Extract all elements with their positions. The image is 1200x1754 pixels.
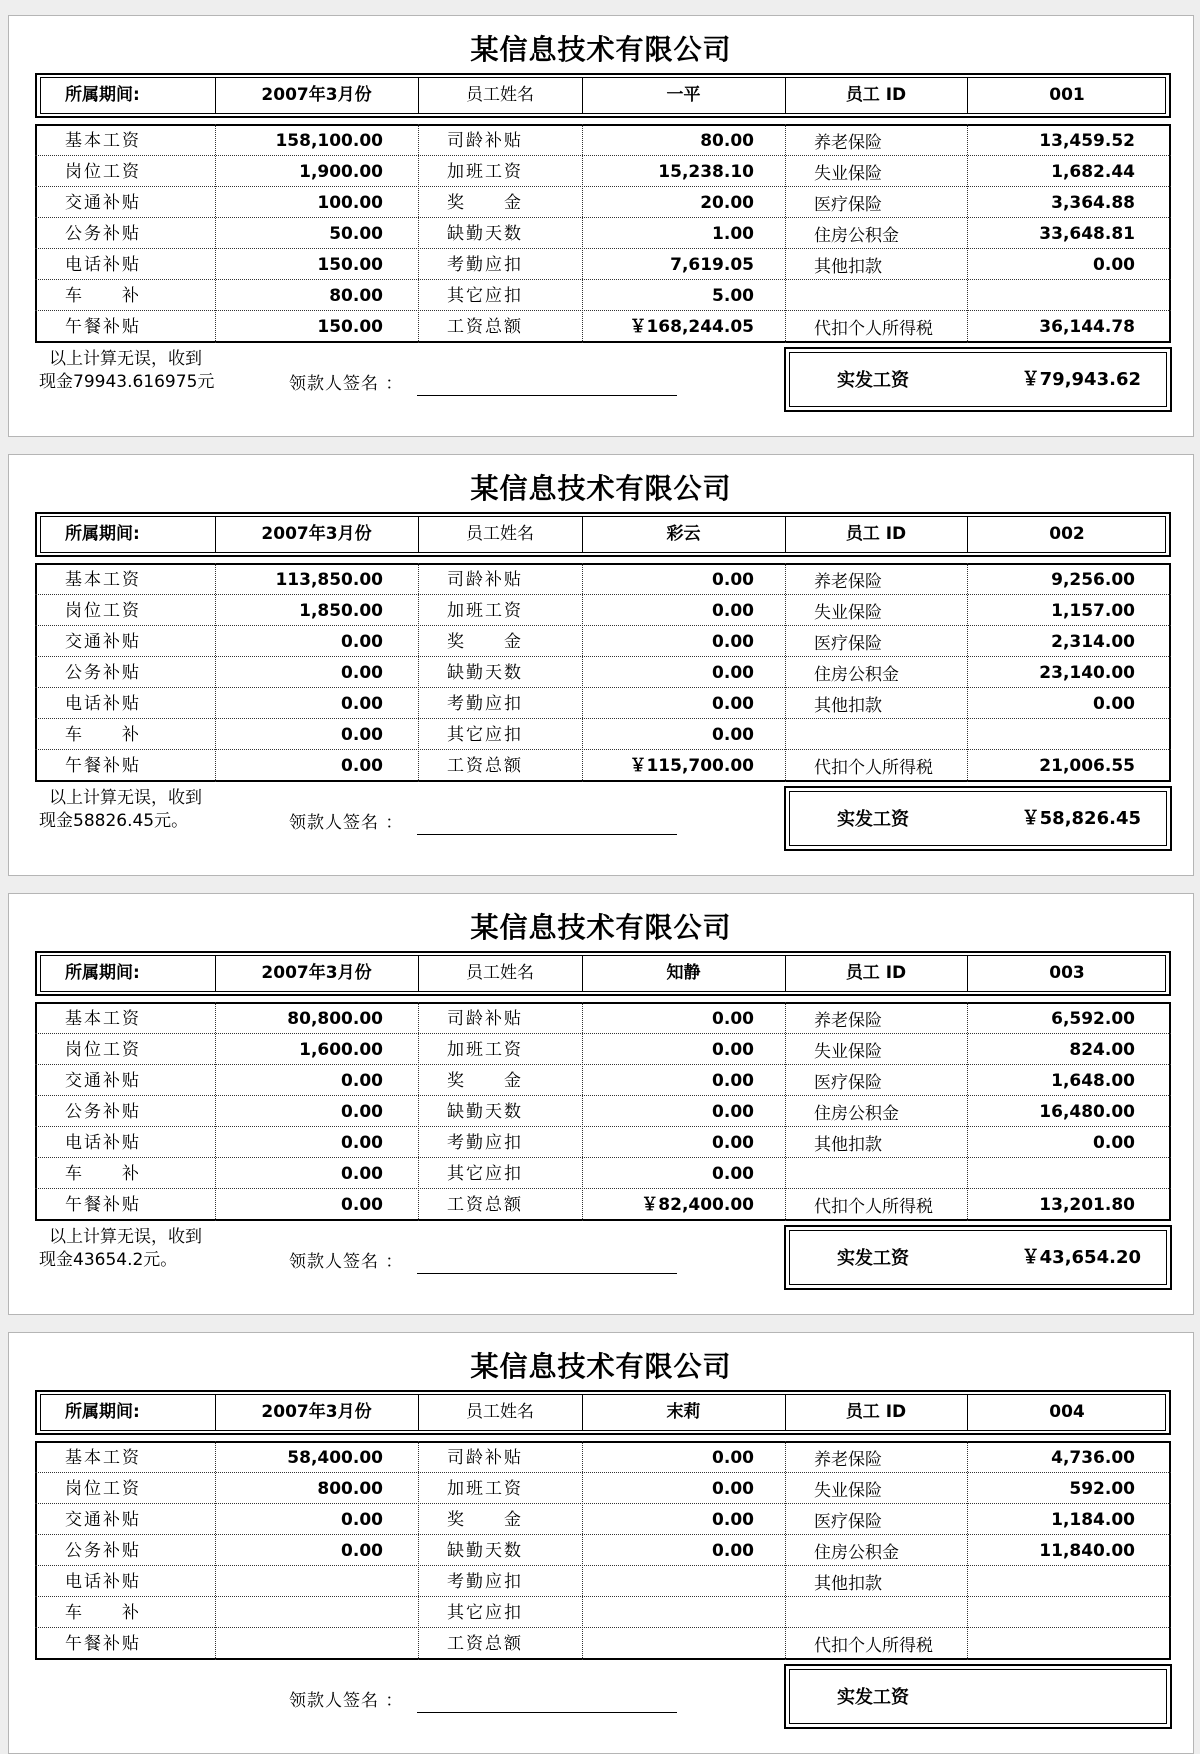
item-label: 基本工资 (65, 131, 141, 151)
item-value: 0.00 (712, 1133, 754, 1153)
period-label: 所属期间: (65, 524, 140, 544)
period-value: 2007年3月份 (261, 524, 372, 544)
item-value: 0.00 (712, 1009, 754, 1029)
employee-name-label: 员工姓名 (466, 1402, 534, 1422)
item-value (967, 281, 1135, 312)
item-label: 缺勤天数 (447, 224, 523, 244)
period-label: 所属期间: (65, 963, 140, 983)
employee-id-label: 员工 ID (845, 85, 907, 105)
item-value: 0.00 (341, 1510, 383, 1530)
item-value: 50.00 (329, 224, 383, 244)
signature-label: 领款人签名 ： (289, 1691, 404, 1711)
item-value: 0.00 (712, 1448, 754, 1468)
item-value (215, 1567, 383, 1598)
employee-name-value: 末莉 (666, 1402, 701, 1422)
item-label: 奖 金 (447, 632, 523, 652)
confirmation-note (39, 348, 219, 394)
item-label: 加班工资 (447, 601, 523, 621)
item-value: 5.00 (712, 286, 754, 306)
item-label: 工资总额 (447, 756, 523, 776)
employee-id-value: 001 (1049, 85, 1085, 105)
payslip (8, 1332, 1194, 1754)
item-value: 100.00 (317, 193, 383, 213)
item-label: 失业保险 (814, 164, 882, 184)
item-value: 11,840.00 (1039, 1541, 1135, 1561)
item-value: 0.00 (712, 632, 754, 652)
item-label: 其它应扣 (447, 1603, 523, 1623)
item-label: 工资总额 (447, 1634, 523, 1654)
item-value: 0.00 (341, 1071, 383, 1091)
item-value: 113,850.00 (275, 570, 383, 590)
item-value (215, 1629, 383, 1660)
signature-label: 领款人签名 ： (289, 813, 404, 833)
item-value: 0.00 (712, 1164, 754, 1184)
signature-line[interactable] (417, 1273, 677, 1274)
item-value: 16,480.00 (1039, 1102, 1135, 1122)
net-pay-value: ￥58,826.45 (1021, 808, 1141, 829)
item-label: 工资总额 (447, 317, 523, 337)
item-label: 车 补 (65, 1164, 141, 1184)
net-pay-value: ￥79,943.62 (1021, 369, 1141, 390)
item-value: 1,184.00 (1051, 1510, 1135, 1530)
payslip (8, 893, 1194, 1315)
item-value: 36,144.78 (1039, 317, 1135, 337)
item-label: 午餐补贴 (65, 317, 141, 337)
signature-line[interactable] (417, 1712, 677, 1713)
item-label: 加班工资 (447, 162, 523, 182)
item-label: 其它应扣 (447, 725, 523, 745)
item-value: 13,459.52 (1039, 131, 1135, 151)
item-value: 0.00 (341, 1195, 383, 1215)
period-value: 2007年3月份 (261, 1402, 372, 1422)
item-label: 其他扣款 (814, 1574, 882, 1594)
item-value: 0.00 (712, 570, 754, 590)
item-label: 医疗保险 (814, 1073, 882, 1093)
item-label: 其它应扣 (447, 1164, 523, 1184)
item-label: 养老保险 (814, 572, 882, 592)
item-value: 0.00 (341, 1133, 383, 1153)
period-label: 所属期间: (65, 85, 140, 105)
item-label: 电话补贴 (65, 1133, 141, 1153)
item-label: 失业保险 (814, 603, 882, 623)
item-label: 缺勤天数 (447, 663, 523, 683)
employee-id-value: 004 (1049, 1402, 1085, 1422)
item-label: 公务补贴 (65, 224, 141, 244)
item-label: 其他扣款 (814, 257, 882, 277)
company-title: 某信息技术有限公司 (470, 911, 732, 944)
item-label: 午餐补贴 (65, 756, 141, 776)
item-label: 考勤应扣 (447, 1133, 523, 1153)
item-label: 交通补贴 (65, 1510, 141, 1530)
item-value: 0.00 (341, 725, 383, 745)
item-label: 基本工资 (65, 1009, 141, 1029)
item-label: 考勤应扣 (447, 1572, 523, 1592)
item-value (967, 1598, 1135, 1629)
item-label: 医疗保险 (814, 634, 882, 654)
confirmation-note (39, 1226, 219, 1272)
item-label: 交通补贴 (65, 193, 141, 213)
item-value: 21,006.55 (1039, 756, 1135, 776)
net-pay-label: 实发工资 (837, 1248, 909, 1269)
employee-name-value: 彩云 (666, 524, 701, 544)
item-value: 800.00 (317, 1479, 383, 1499)
item-label: 代扣个人所得税 (814, 758, 933, 778)
item-value: 13,201.80 (1039, 1195, 1135, 1215)
item-value: 1,850.00 (299, 601, 383, 621)
item-label: 车 补 (65, 286, 141, 306)
item-label: 电话补贴 (65, 694, 141, 714)
note-line: 现金58826.45元。 (39, 811, 189, 831)
item-label: 失业保险 (814, 1042, 882, 1062)
item-value: 0.00 (712, 663, 754, 683)
note-line: 以上计算无误，收到 (49, 349, 202, 369)
item-label: 考勤应扣 (447, 255, 523, 275)
item-label: 车 补 (65, 725, 141, 745)
item-value (967, 1567, 1135, 1598)
item-value: 0.00 (712, 601, 754, 621)
item-value (582, 1598, 754, 1629)
employee-name-value: 一平 (666, 85, 701, 105)
item-value: 0.00 (712, 1040, 754, 1060)
item-value: 0.00 (341, 694, 383, 714)
employee-name-value: 知静 (666, 963, 701, 983)
item-label: 其他扣款 (814, 696, 882, 716)
note-line: 现金43654.2元。 (39, 1250, 178, 1270)
item-value: 824.00 (1069, 1040, 1135, 1060)
net-pay-label: 实发工资 (837, 370, 909, 391)
item-value: 1,600.00 (299, 1040, 383, 1060)
item-label: 司龄补贴 (447, 1009, 523, 1029)
item-label: 基本工资 (65, 570, 141, 590)
item-label: 公务补贴 (65, 1102, 141, 1122)
note-line: 现金79943.616975元 (39, 372, 215, 392)
item-value (582, 1629, 754, 1660)
item-value (967, 720, 1135, 751)
item-label: 岗位工资 (65, 1479, 141, 1499)
item-label: 缺勤天数 (447, 1541, 523, 1561)
item-label: 岗位工资 (65, 601, 141, 621)
item-label: 住房公积金 (814, 226, 899, 246)
item-label: 车 补 (65, 1603, 141, 1623)
item-value: 33,648.81 (1039, 224, 1135, 244)
employee-id-label: 员工 ID (845, 1402, 907, 1422)
item-value: 0.00 (341, 756, 383, 776)
company-title: 某信息技术有限公司 (470, 1350, 732, 1383)
item-label: 司龄补贴 (447, 1448, 523, 1468)
item-label: 住房公积金 (814, 1104, 899, 1124)
signature-label: 领款人签名 ： (289, 374, 404, 394)
item-label: 其他扣款 (814, 1135, 882, 1155)
item-label: 住房公积金 (814, 1543, 899, 1563)
item-label: 公务补贴 (65, 1541, 141, 1561)
item-label: 考勤应扣 (447, 694, 523, 714)
item-label: 医疗保险 (814, 195, 882, 215)
item-label: 加班工资 (447, 1479, 523, 1499)
item-label: 交通补贴 (65, 632, 141, 652)
item-label: 司龄补贴 (447, 570, 523, 590)
period-value: 2007年3月份 (261, 963, 372, 983)
item-value: 9,256.00 (1051, 570, 1135, 590)
item-label: 午餐补贴 (65, 1195, 141, 1215)
net-pay-value: ￥43,654.20 (1021, 1247, 1141, 1268)
item-label: 交通补贴 (65, 1071, 141, 1091)
note-line: 以上计算无误，收到 (49, 1227, 202, 1247)
item-label: 代扣个人所得税 (814, 319, 933, 339)
item-value: 0.00 (712, 725, 754, 745)
item-value: 80.00 (700, 131, 754, 151)
item-value: 2,314.00 (1051, 632, 1135, 652)
item-label: 工资总额 (447, 1195, 523, 1215)
item-value (582, 1567, 754, 1598)
item-label: 代扣个人所得税 (814, 1197, 933, 1217)
item-value: 0.00 (712, 694, 754, 714)
item-label: 缺勤天数 (447, 1102, 523, 1122)
item-label: 奖 金 (447, 1071, 523, 1091)
item-value: 0.00 (341, 1164, 383, 1184)
note-line: 以上计算无误，收到 (49, 788, 202, 808)
period-value: 2007年3月份 (261, 85, 372, 105)
item-value: 1,682.44 (1051, 162, 1135, 182)
item-label: 养老保险 (814, 133, 882, 153)
employee-name-label: 员工姓名 (466, 85, 534, 105)
item-value: 3,364.88 (1051, 193, 1135, 213)
item-value: 80.00 (329, 286, 383, 306)
item-value: 1,648.00 (1051, 1071, 1135, 1091)
item-value: 150.00 (317, 255, 383, 275)
item-label: 基本工资 (65, 1448, 141, 1468)
item-label: 住房公积金 (814, 665, 899, 685)
item-value: 1.00 (712, 224, 754, 244)
payslip (8, 454, 1194, 876)
item-value: 0.00 (1093, 255, 1135, 275)
employee-id-value: 003 (1049, 963, 1085, 983)
item-value: 0.00 (1093, 694, 1135, 714)
item-value: 58,400.00 (287, 1448, 383, 1468)
employee-name-label: 员工姓名 (466, 963, 534, 983)
item-label: 电话补贴 (65, 255, 141, 275)
signature-label: 领款人签名 ： (289, 1252, 404, 1272)
net-pay-label: 实发工资 (837, 809, 909, 830)
item-value: ￥168,244.05 (629, 317, 754, 337)
company-title: 某信息技术有限公司 (470, 33, 732, 66)
item-value: 0.00 (712, 1102, 754, 1122)
item-value (215, 1598, 383, 1629)
item-value: 158,100.00 (275, 131, 383, 151)
item-label: 失业保险 (814, 1481, 882, 1501)
item-value: 1,157.00 (1051, 601, 1135, 621)
item-value: 0.00 (341, 1541, 383, 1561)
payslip (8, 15, 1194, 437)
item-value: ￥115,700.00 (629, 756, 754, 776)
item-label: 司龄补贴 (447, 131, 523, 151)
item-value: 1,900.00 (299, 162, 383, 182)
item-value: 592.00 (1069, 1479, 1135, 1499)
item-value: 150.00 (317, 317, 383, 337)
item-value: 0.00 (712, 1510, 754, 1530)
item-label: 公务补贴 (65, 663, 141, 683)
item-value: 23,140.00 (1039, 663, 1135, 683)
item-value: 6,592.00 (1051, 1009, 1135, 1029)
item-value: 0.00 (341, 663, 383, 683)
item-value: 0.00 (341, 632, 383, 652)
company-title: 某信息技术有限公司 (470, 472, 732, 505)
item-label: 医疗保险 (814, 1512, 882, 1532)
item-value (967, 1159, 1135, 1190)
confirmation-note (39, 787, 219, 833)
item-value: 0.00 (341, 1102, 383, 1122)
item-value: 80,800.00 (287, 1009, 383, 1029)
item-label: 其它应扣 (447, 286, 523, 306)
item-value: 0.00 (712, 1071, 754, 1091)
employee-id-label: 员工 ID (845, 963, 907, 983)
item-label: 岗位工资 (65, 1040, 141, 1060)
net-pay-label: 实发工资 (837, 1687, 909, 1708)
item-label: 电话补贴 (65, 1572, 141, 1592)
item-label: 养老保险 (814, 1011, 882, 1031)
item-value: 0.00 (712, 1541, 754, 1561)
item-label: 加班工资 (447, 1040, 523, 1060)
item-label: 岗位工资 (65, 162, 141, 182)
item-label: 奖 金 (447, 193, 523, 213)
period-label: 所属期间: (65, 1402, 140, 1422)
employee-id-value: 002 (1049, 524, 1085, 544)
item-value: ￥82,400.00 (641, 1195, 754, 1215)
item-label: 午餐补贴 (65, 1634, 141, 1654)
item-label: 代扣个人所得税 (814, 1636, 933, 1656)
item-value: 0.00 (1093, 1133, 1135, 1153)
item-label: 奖 金 (447, 1510, 523, 1530)
item-value: 7,619.05 (670, 255, 754, 275)
item-value: 0.00 (712, 1479, 754, 1499)
signature-line[interactable] (417, 395, 677, 396)
signature-line[interactable] (417, 834, 677, 835)
employee-id-label: 员工 ID (845, 524, 907, 544)
item-value: 15,238.10 (658, 162, 754, 182)
item-value (967, 1629, 1135, 1660)
item-label: 养老保险 (814, 1450, 882, 1470)
employee-name-label: 员工姓名 (466, 524, 534, 544)
item-value: 4,736.00 (1051, 1448, 1135, 1468)
item-value: 20.00 (700, 193, 754, 213)
